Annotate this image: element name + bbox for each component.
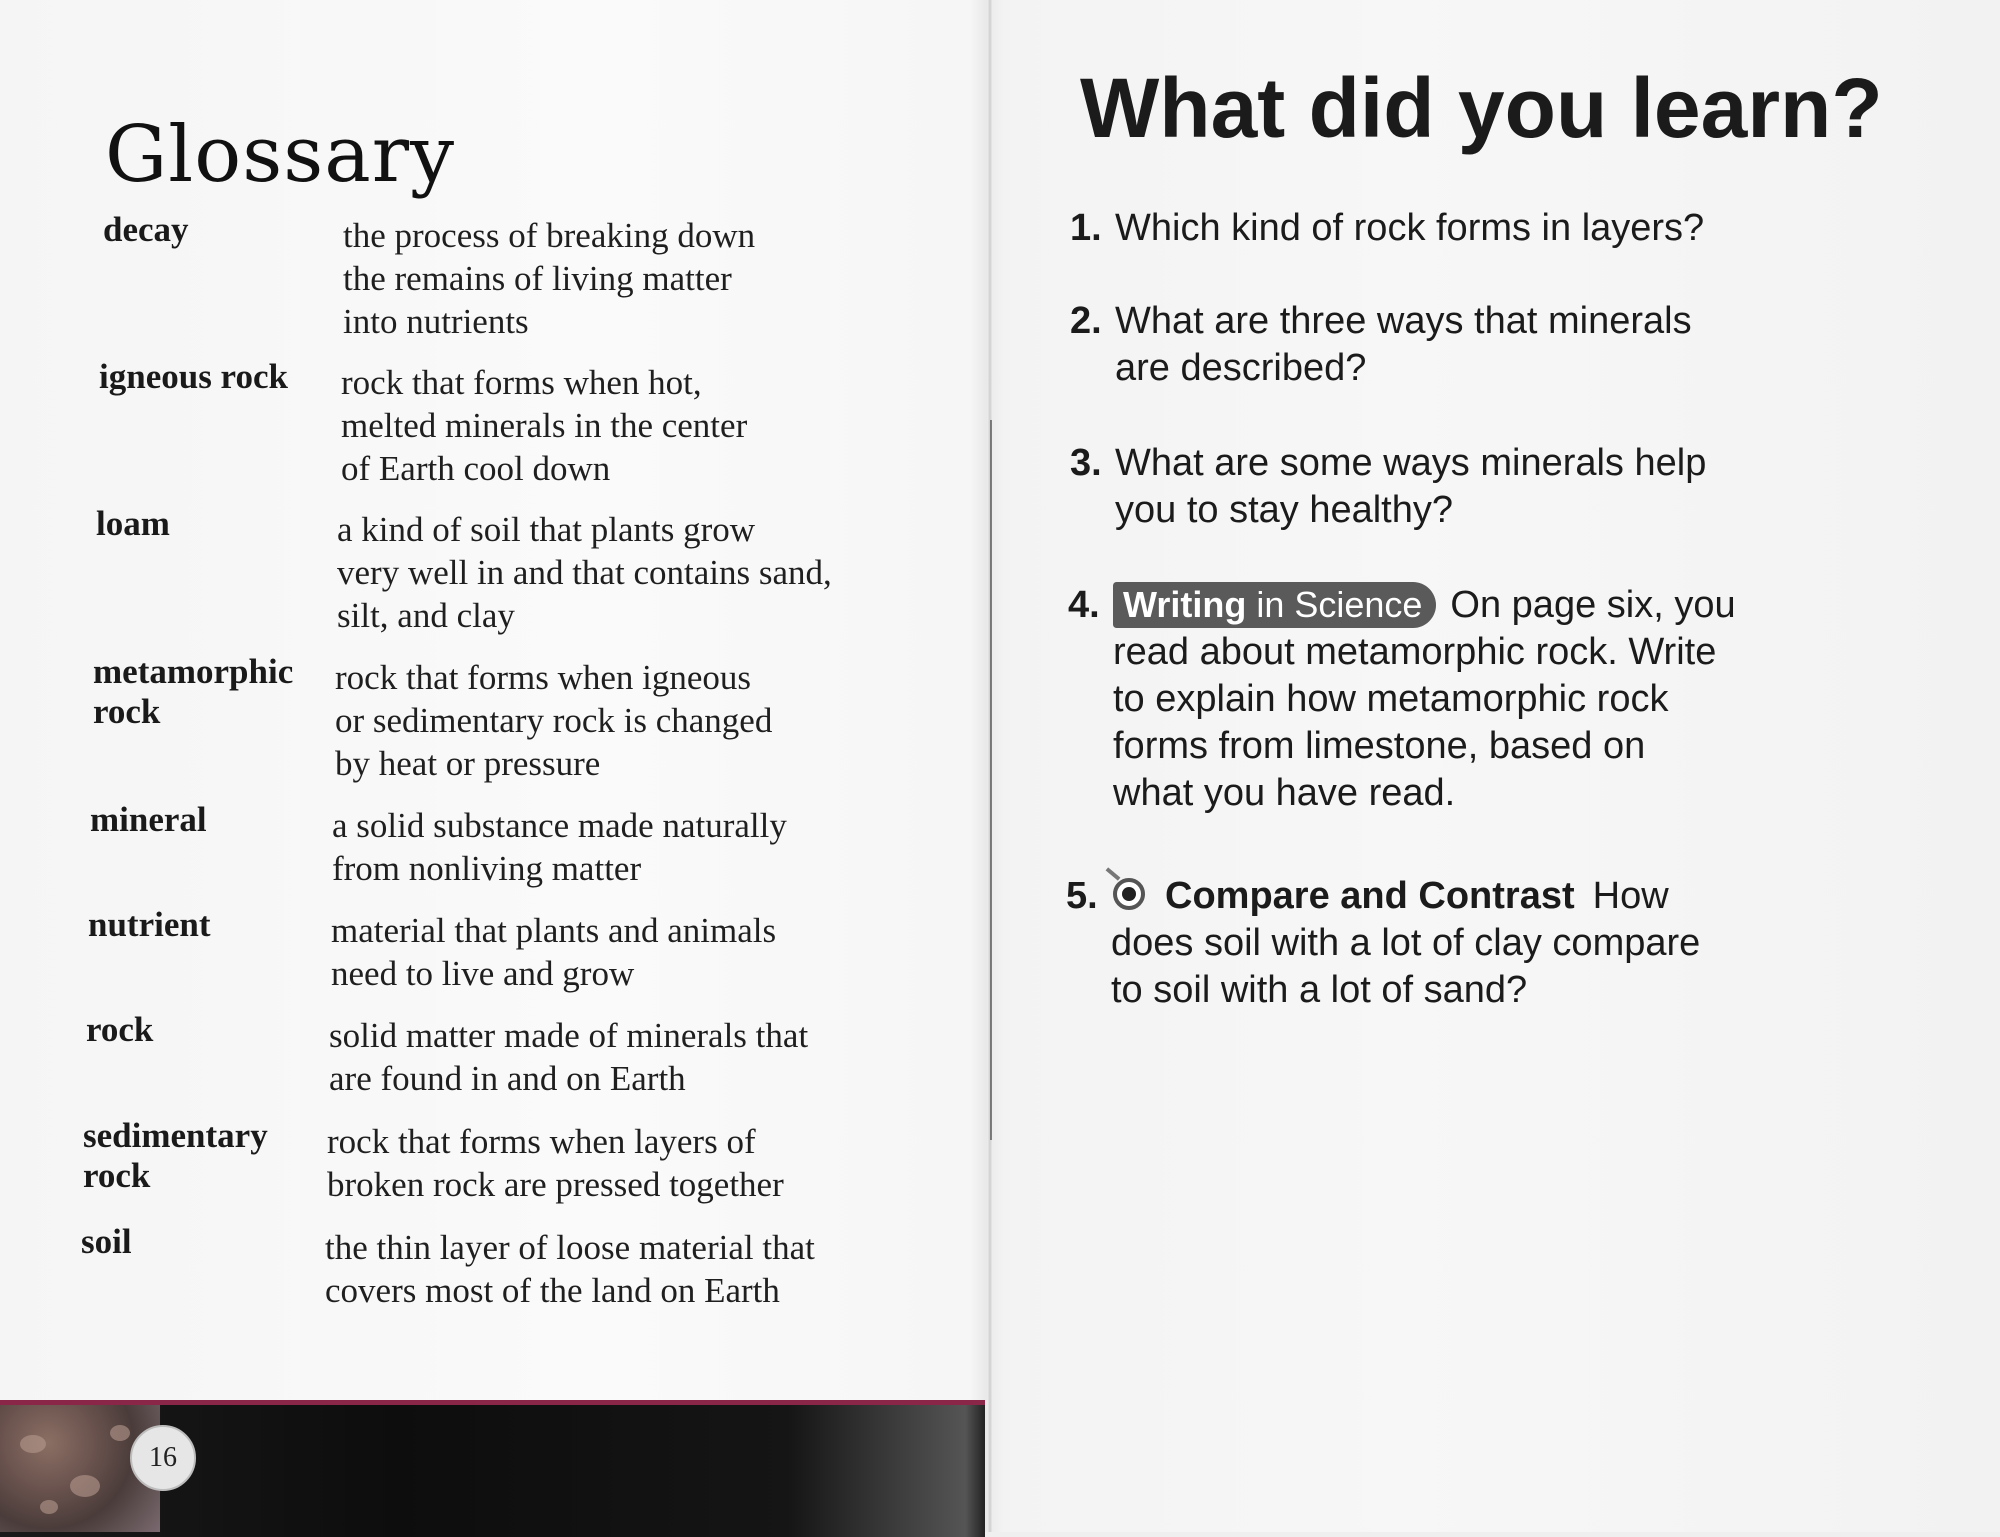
glossary-term [81, 1222, 331, 1262]
glossary-page [0, 0, 985, 1532]
question-text [1113, 582, 1813, 817]
glossary-definition [341, 361, 901, 490]
term-line: rock [83, 1156, 151, 1195]
definition-line: need to live and grow [331, 954, 635, 993]
review-title: What did you learn? [1080, 61, 1883, 155]
question-number: 3. [1070, 442, 1102, 484]
glossary-term [96, 504, 346, 544]
glossary-definition [331, 909, 891, 995]
question-line: How [1592, 875, 1669, 917]
definition-line: the process of breaking down [343, 216, 756, 255]
badge-bold: Writing [1123, 584, 1247, 625]
definition-line: into nutrients [343, 302, 529, 341]
glossary-definition [329, 1014, 889, 1100]
definition-line: rock that forms when layers of [327, 1122, 756, 1161]
definition-line: silt, and clay [337, 596, 515, 635]
question-text [1115, 205, 1815, 252]
question-first-line [1111, 873, 1811, 920]
definition-line: the thin layer of loose material that [325, 1228, 815, 1267]
definition-line: or sedimentary rock is changed [335, 701, 773, 740]
question-line: Which kind of rock forms in layers? [1115, 207, 1705, 249]
question-text [1115, 298, 1815, 392]
question-line: does soil with a lot of clay compare [1111, 922, 1701, 964]
definition-line: very well in and that contains sand, [337, 553, 832, 592]
question-line: read about metamorphic rock. Write [1113, 631, 1717, 673]
question-line: you to stay healthy? [1115, 489, 1453, 531]
question-line: On page six, you [1450, 584, 1736, 626]
definition-line: of Earth cool down [341, 449, 611, 488]
definition-line: are found in and on Earth [329, 1059, 686, 1098]
term-line: rock [86, 1010, 154, 1049]
question-number: 2. [1070, 300, 1102, 342]
glossary-term [90, 800, 340, 840]
glossary-term [93, 652, 343, 732]
term-line: soil [81, 1222, 132, 1261]
definition-line: covers most of the land on Earth [325, 1271, 780, 1310]
compare-contrast-label: Compare and Contrast [1165, 875, 1575, 917]
glossary-definition [337, 508, 897, 637]
question-line: to explain how metamorphic rock [1113, 678, 1669, 720]
definition-line: broken rock are pressed together [327, 1165, 784, 1204]
target-icon [1111, 874, 1151, 914]
definition-line: a kind of soil that plants grow [337, 510, 756, 549]
question-first-line [1113, 582, 1813, 629]
term-line: loam [96, 504, 170, 543]
question-number: 1. [1070, 207, 1102, 249]
question-line: to soil with a lot of sand? [1111, 969, 1528, 1011]
question-line: forms from limestone, based on [1113, 725, 1646, 767]
term-line: metamorphic [93, 652, 294, 691]
term-line: igneous rock [99, 357, 288, 396]
question-number: 5. [1066, 875, 1098, 917]
term-line: decay [103, 210, 189, 249]
term-line: mineral [90, 800, 207, 839]
definition-line: the remains of living matter [343, 259, 732, 298]
definition-line: rock that forms when igneous [335, 658, 752, 697]
glossary-term [86, 1010, 336, 1050]
definition-line: material that plants and animals [331, 911, 777, 950]
question-text [1115, 440, 1815, 534]
glossary-title: Glossary [105, 110, 456, 200]
glossary-term [83, 1116, 333, 1196]
glossary-definition [343, 214, 903, 343]
term-line: sedimentary [83, 1116, 268, 1155]
glossary-term [99, 357, 349, 397]
definition-line: from nonliving matter [332, 849, 642, 888]
question-line: What are three ways that minerals [1115, 300, 1692, 342]
definition-line: by heat or pressure [335, 744, 601, 783]
glossary-definition [327, 1120, 887, 1206]
question-line: what you have read. [1113, 772, 1456, 814]
term-line: rock [93, 692, 161, 731]
glossary-definition [325, 1226, 885, 1312]
question-line: are described? [1115, 347, 1367, 389]
glossary-term [103, 210, 353, 250]
writing-in-science-badge [1113, 582, 1436, 628]
question-line: What are some ways minerals help [1115, 442, 1707, 484]
badge-rest: in Science [1246, 584, 1423, 625]
page-number: 16 [130, 1425, 196, 1491]
glossary-definition [332, 804, 892, 890]
question-text [1111, 873, 1811, 1014]
definition-line: solid matter made of minerals that [329, 1016, 809, 1055]
definition-line: melted minerals in the center [341, 406, 748, 445]
glossary-definition [335, 656, 895, 785]
question-number: 4. [1068, 584, 1100, 626]
term-line: nutrient [88, 905, 211, 944]
glossary-term [88, 905, 338, 945]
definition-line: a solid substance made naturally [332, 806, 787, 845]
definition-line: rock that forms when hot, [341, 363, 702, 402]
